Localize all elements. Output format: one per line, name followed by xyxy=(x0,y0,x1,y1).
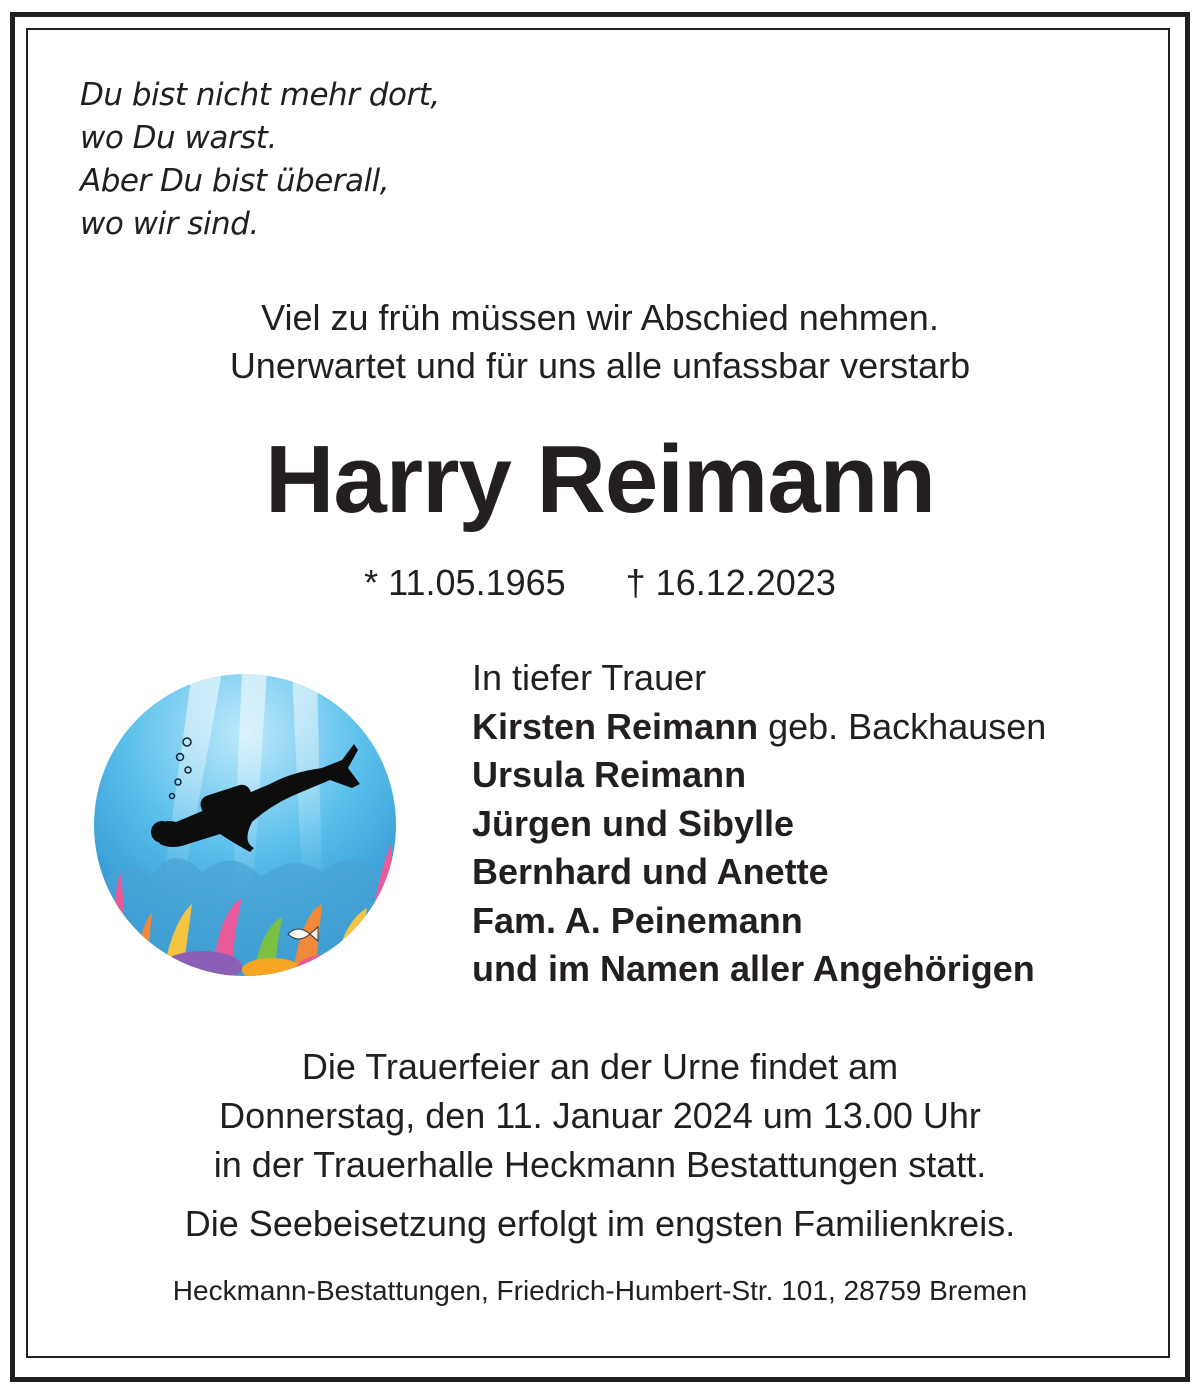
birth-date: * 11.05.1965 xyxy=(364,562,566,603)
mourner-name: Kirsten Reimann xyxy=(472,705,759,747)
maiden-name: geb. Backhausen xyxy=(758,705,1047,747)
life-dates xyxy=(0,560,1200,606)
poem-line: Du bist nicht mehr dort, xyxy=(80,77,440,113)
service-line-3: in der Trauerhalle Heckmann Bestattungen statt. xyxy=(213,1144,987,1185)
list-item xyxy=(472,848,1046,897)
list-item xyxy=(472,945,1046,994)
mourner-name: Jürgen und Sibylle xyxy=(472,802,795,844)
list-item xyxy=(472,703,1046,752)
mourner-name: Bernhard und Anette xyxy=(472,851,829,892)
poem xyxy=(80,74,440,246)
intro-text xyxy=(0,294,1200,390)
mourner-name: Fam. A. Peinemann xyxy=(472,899,803,941)
service-line-1: Die Trauerfeier an der Urne findet am xyxy=(301,1046,899,1087)
service-line-2: Donnerstag, den 11. Januar 2024 um 13.00 Uhr xyxy=(219,1095,981,1136)
diver-underwater-icon xyxy=(92,672,398,978)
poem-line: wo Du warst. xyxy=(80,120,277,156)
deceased-name: Harry Reimann xyxy=(265,426,935,533)
service-info xyxy=(0,1042,1200,1189)
poem-line: Aber Du bist überall, xyxy=(80,163,390,199)
list-item xyxy=(472,800,1046,849)
mourners-heading: In tiefer Trauer xyxy=(472,657,707,698)
sea-burial-note: Die Seebeisetzung erfolgt im engsten Familienkreis. xyxy=(184,1203,1016,1244)
list-item xyxy=(472,897,1046,946)
mourner-name: Ursula Reimann xyxy=(472,754,747,795)
intro-line-1: Viel zu früh müssen wir Abschied nehmen. xyxy=(261,297,939,338)
poem-line: wo wir sind. xyxy=(80,206,259,242)
mourners-list xyxy=(472,654,1046,994)
funeral-home-address: Heckmann-Bestattungen, Friedrich-Humbert-Str. 101, 28759 Bremen xyxy=(172,1275,1028,1306)
death-date: † 16.12.2023 xyxy=(625,562,836,603)
mourner-name: und im Namen aller Angehörigen xyxy=(472,948,1035,989)
list-item xyxy=(472,751,1046,800)
intro-line-2: Unerwartet und für uns alle unfassbar verstarb xyxy=(229,345,971,386)
